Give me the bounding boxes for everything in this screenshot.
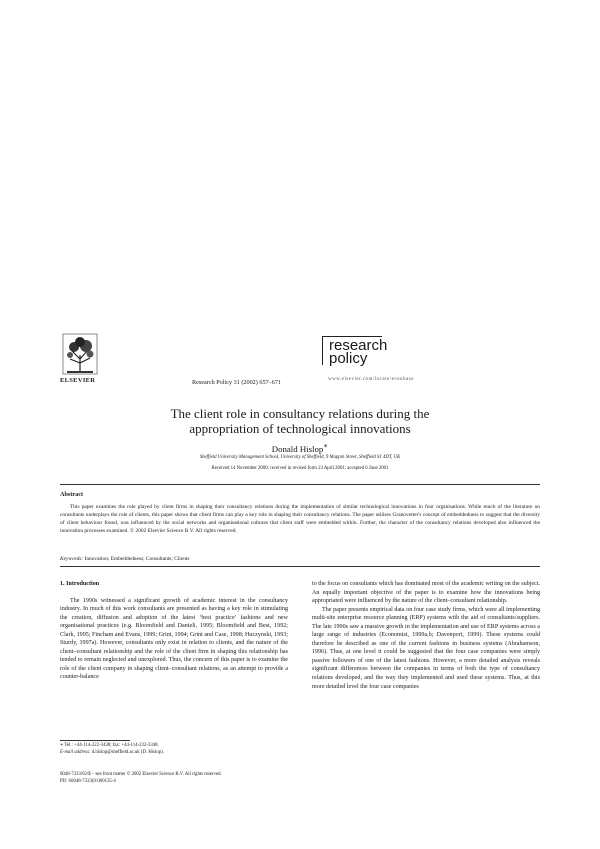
email-label: E-mail address: bbox=[60, 750, 91, 755]
elsevier-tree-logo bbox=[62, 333, 98, 383]
email-address: d.hislop@sheffield.ac.uk (D. Hislop). bbox=[91, 750, 164, 755]
affiliation: Sheffield University Management School, University of Sheffield, 9 Mappin Street, Sheffield S1 4DT, UK bbox=[199, 455, 401, 460]
keywords-list: Innovation; Embeddedness; Consultants; Clients bbox=[84, 556, 190, 562]
abstract-text: This paper examines the role played by client firms in shaping their consultancy relations during the implementation of similar technological innovations in four organisations. While much of the literature on consultants underplays the role of clients, this paper shows that client firms can play a key role in shaping their consultancy relations. The paper utilises Granovetter's concept of embeddedness to suggest that the diversity of client behaviour found, was influenced by the social networks and organisational cultures that client staff were embedded within. Further, the character of the consultancy relations developed also influenced the innovation processes examined. © 2002 Elsevier Science B.V. All rights reserved. bbox=[60, 504, 540, 535]
journal-web-address: www.elsevier.com/locate/econbase bbox=[328, 377, 414, 382]
received-dates: Received 14 November 2000; received in revised form 23 April 2001; accepted 6 June 2001 bbox=[211, 466, 389, 471]
right-column bbox=[312, 580, 540, 691]
journal-citation: Research Policy 31 (2002) 657–671 bbox=[192, 379, 282, 386]
intro-paragraph-1: The 1990s witnessed a significant growth of academic interest in the consultancy industry. In much of this work consultants are presented as having a key role in stimulating the creation, diffusion and adoption of the latest ‘best practice’ fashions and new organisational practices (e.g. Bloomfield and Danieli, 1995; Bloomfield and Best, 1992; Clark, 1995; Fincham and Evans, 1999; Grint, 1994; Grint and Case, 1998; Huczynski, 1993; Sturdy, 1997a). However, consultants only exist in relation to clients, and the nature of the client–consultant relationship and the role of the client firm in shaping this relationship has tended to remain neglected and unexplored. Thus, the concern of this paper is to examine the role of the client company in shaping client–consultant relations, as an attempt to provide a counter-balance bbox=[60, 597, 288, 681]
section-heading: 1. Introduction bbox=[60, 581, 100, 587]
footnote bbox=[60, 742, 164, 756]
article-title bbox=[95, 406, 505, 436]
publisher-name: ELSEVIER bbox=[60, 377, 96, 384]
copyright-block bbox=[60, 771, 222, 785]
abstract-heading: Abstract bbox=[60, 491, 84, 498]
keywords bbox=[60, 556, 190, 562]
abstract-bottom-rule bbox=[60, 566, 540, 567]
footnote-contact: ∗ Tel.: +44-114-222-3438; fax: +44-114-222-3348. bbox=[60, 743, 159, 748]
left-column bbox=[60, 580, 288, 682]
abstract-top-rule bbox=[60, 484, 540, 485]
author-name: Donald Hislop bbox=[271, 443, 324, 454]
author bbox=[95, 441, 505, 454]
keywords-label: Keywords: bbox=[60, 556, 84, 562]
intro-paragraph-1-continued: to the focus on consultants which has dominated most of the academic writing on the subject. An equally important objective of the paper is to examine how the innovations being appropriated were influenced by the nature of the client–consultant relationship. bbox=[312, 581, 540, 605]
copyright-line: 0048-7333/02/$ – see front matter © 2002 Elsevier Science B.V. All rights reserved. bbox=[60, 772, 222, 777]
footnote-rule bbox=[60, 740, 130, 741]
intro-paragraph-2: The paper presents empirical data on four case study firms, which were all implementing multi-site enterprise resource planning (ERP) systems with the aid of consultants/suppliers. The late 1990s saw a massive growth in the implementation and use of ERP systems across a large range of industries (Economist, 1999a,b; Davenport, 1999). These systems could therefore be described as one of the current fashions in business systems (Abrahamson, 1996). Thus, at one level it could be suggested that the four case companies were simply passive followers of one of the latest fashions. However, a more detailed analysis reveals significant differences between the companies in terms of both the type of consultancy relations developed, and the way they implemented and used these systems. Thus, at this more detailed level the four case companies bbox=[312, 606, 540, 690]
journal-logo-line1: research bbox=[329, 337, 388, 354]
author-footnote-mark: ∗ bbox=[323, 441, 329, 450]
journal-logo bbox=[322, 336, 388, 367]
title-line-1: The client role in consultancy relations during the bbox=[170, 406, 430, 421]
pii-line: PII: S0048-7333(01)00135-4 bbox=[60, 779, 116, 784]
title-line-2: appropriation of technological innovations bbox=[189, 421, 411, 436]
journal-logo-line2: policy bbox=[329, 350, 368, 367]
